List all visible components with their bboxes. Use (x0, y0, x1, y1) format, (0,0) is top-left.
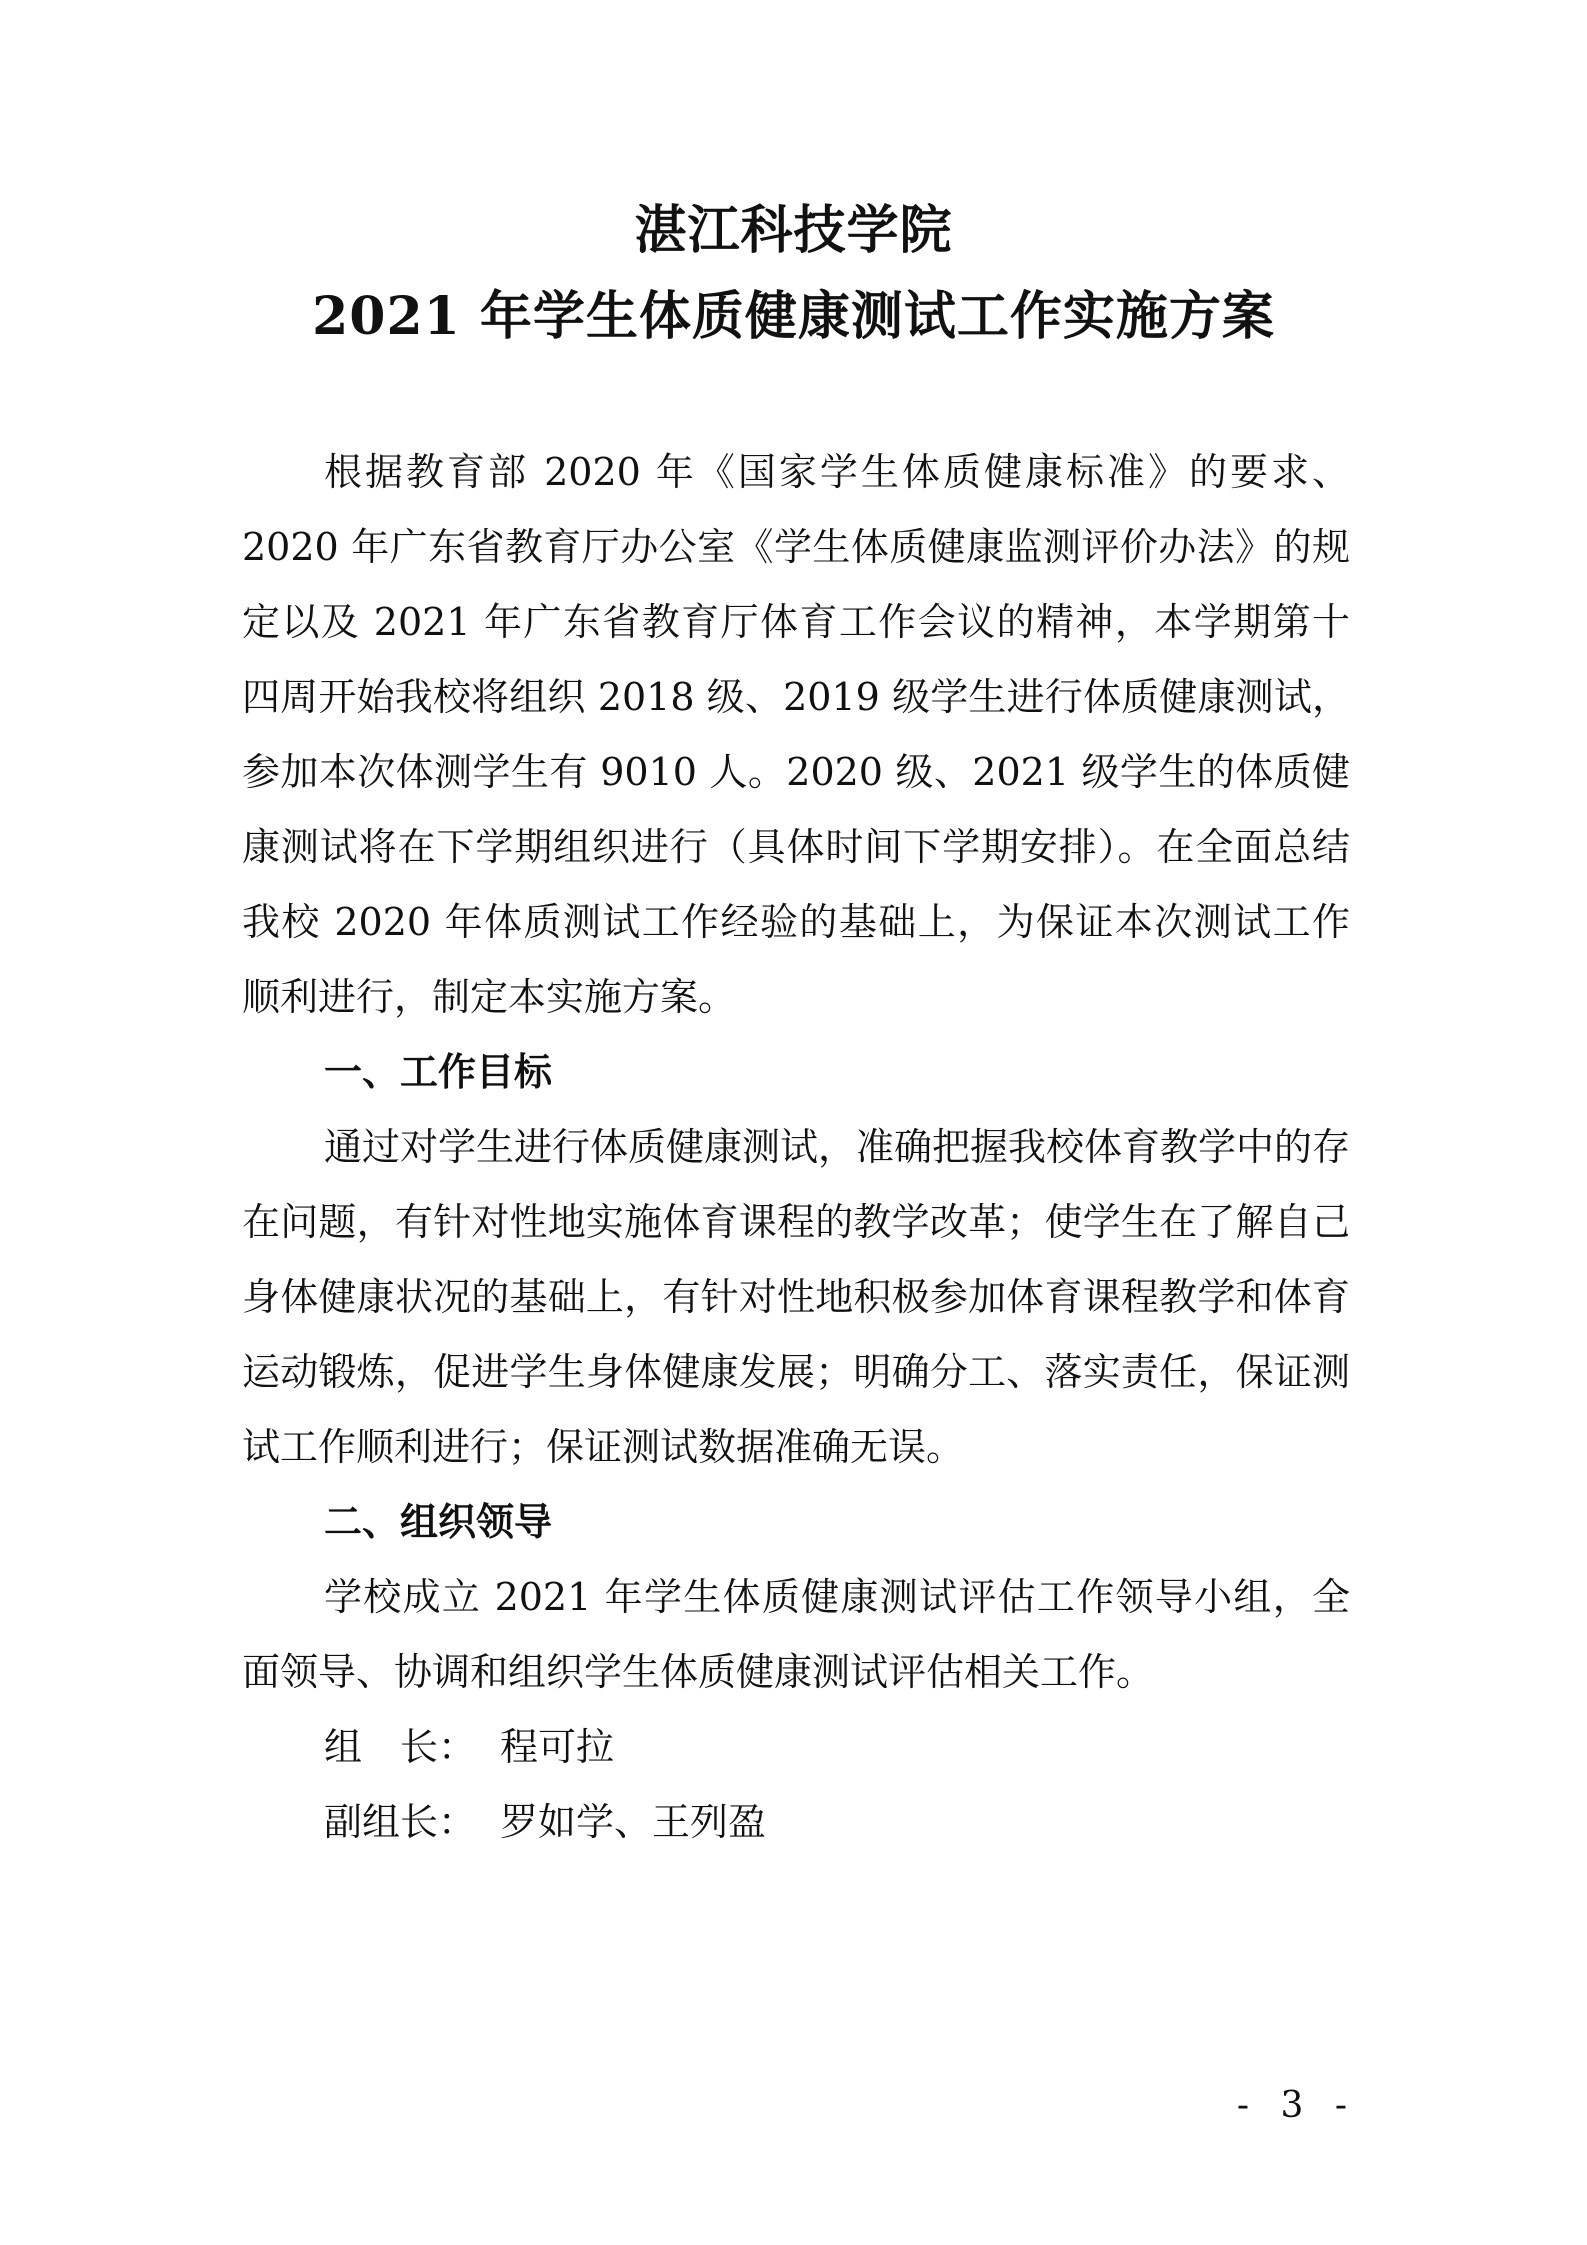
section-heading-goals: 一、工作目标 (324, 1050, 553, 1094)
title-school-name: 湛江科技学院 (634, 200, 953, 261)
document-title (0, 188, 1587, 360)
leader-role-label: 组 长： (324, 1725, 477, 1769)
document-body (242, 435, 1350, 1860)
leader-names: 程可拉 (500, 1725, 615, 1769)
title-plan-name: 2021 年学生体质健康测试工作实施方案 (312, 286, 1275, 347)
deputy-leader-row (242, 1785, 1350, 1860)
page-number: - 3 - (1236, 2085, 1357, 2126)
intro-paragraph: 根据教育部 2020 年《国家学生体质健康标准》的要求、2020 年广东省教育厅办公室《学生体质健康监测评价办法》的规定以及 2021 年广东省教育厅体育工作会议的精神，本学期第十四周开始我校将组织 2018 级、2019 级学生进行体质健康测试，参加本次体测学生有 9010 人。2020 级、2021 级学生的体质健康测试将在下学期组织进行（具体时间下学期安排）。在全面总结我校 2020 年体质测试工作经验的基础上，为保证本次测试工作顺利进行，制定本实施方案。 (242, 450, 1350, 1019)
deputy-leader-names: 罗如学、王列盈 (500, 1800, 767, 1844)
section-heading-leadership: 二、组织领导 (324, 1500, 553, 1544)
leader-row (242, 1710, 1350, 1785)
section-paragraph-leadership: 学校成立 2021 年学生体质健康测试评估工作领导小组，全面领导、协调和组织学生体质健康测试评估相关工作。 (242, 1575, 1350, 1694)
section-paragraph-goals: 通过对学生进行体质健康测试，准确把握我校体育教学中的存在问题，有针对性地实施体育课程的教学改革；使学生在了解自己身体健康状况的基础上，有针对性地积极参加体育课程教学和体育运动锻炼，促进学生身体健康发展；明确分工、落实责任，保证测试工作顺利进行；保证测试数据准确无误。 (242, 1125, 1351, 1469)
deputy-leader-role-label: 副组长： (324, 1800, 477, 1844)
